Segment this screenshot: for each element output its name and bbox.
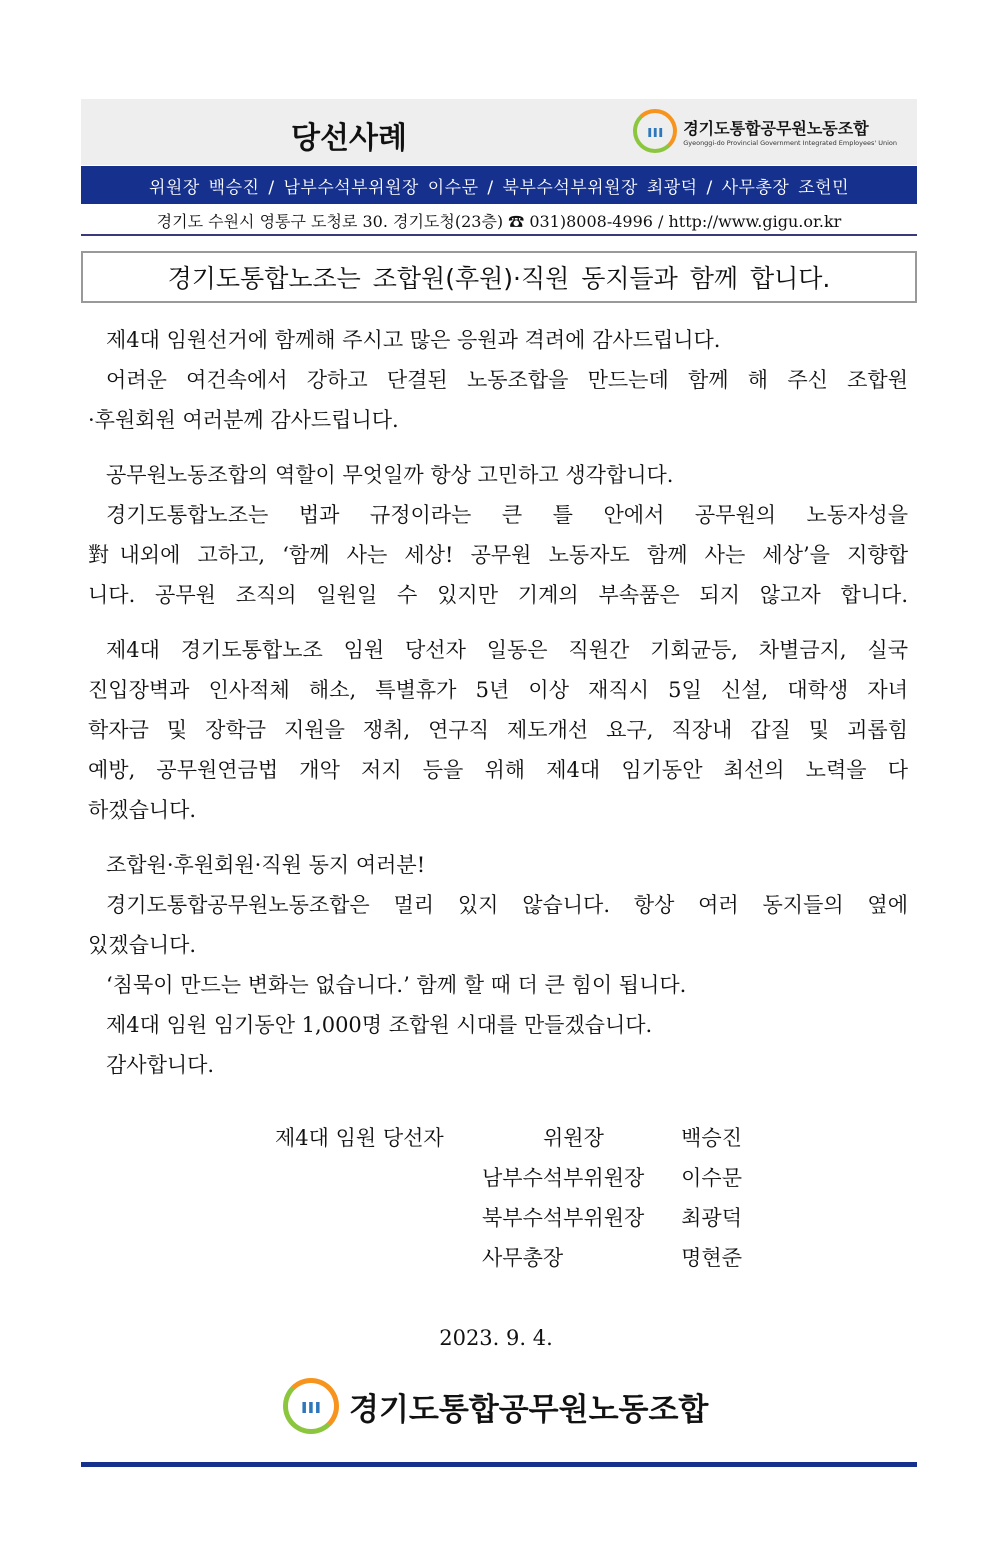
signature-name: 백승진: [681, 1126, 742, 1150]
text-line: 對내외에 고하고, ‘함께 사는 세상! 공무원 노동자도 함께 사는 세상’을 지향합: [88, 543, 908, 567]
text-line: 제4대 경기도통합노조 임원 당선자 일동은 직원간 기회균등, 차별금지, 실국: [106, 638, 908, 662]
text-line: 경기도통합노조는 법과 규정이라는 큰 틀 안에서 공무원의 노동자성을: [106, 503, 908, 527]
text-line: 감사합니다.: [106, 1053, 215, 1077]
org-name: 경기도통합공무원노동조합: [683, 118, 869, 138]
org-subtitle: Gyeonggi-do Provincial Government Integrated Employees' Union: [683, 138, 897, 147]
signature-title: 남부수석부위원장: [482, 1166, 645, 1190]
text-line: 니다. 공무원 조직의 일원일 수 있지만 기계의 부속품은 되지 않고자 합니다.: [88, 583, 908, 607]
union-logo-icon: ııı: [633, 109, 677, 153]
text-line: 예방, 공무원연금법 개악 저지 등을 위해 제4대 임기동안 최선의 노력을 다: [88, 758, 908, 782]
text-line: 하겠습니다.: [88, 798, 197, 822]
text-line: ‘침묵이 만드는 변화는 없습니다.’ 함께 할 때 더 큰 힘이 됩니다.: [106, 973, 687, 997]
bottom-rule: [81, 1462, 917, 1467]
signature-title: 사무총장: [482, 1246, 564, 1270]
signature-title: 위원장: [543, 1126, 604, 1150]
signature-block: [482, 1118, 742, 1278]
header: [81, 99, 917, 165]
headline: 경기도통합노조는 조합원(후원)·직원 동지들과 함께 합니다.: [81, 251, 917, 303]
signature-title: 북부수석부위원장: [482, 1206, 645, 1230]
footer-org-name: 경기도통합공무원노동조합: [349, 1391, 709, 1428]
text-line: 어려운 여건속에서 강하고 단결된 노동조합을 만드는데 함께 해 주신 조합원: [106, 368, 908, 392]
body-text: [88, 320, 908, 1085]
text-line: 진입장벽과 인사적체 해소, 특별휴가 5년 이상 재직시 5일 신설, 대학생 자녀: [88, 678, 908, 702]
text-line: ·후원회원 여러분께 감사드립니다.: [88, 408, 399, 432]
signature-name: 명현준: [681, 1246, 742, 1270]
text-line: 조합원·후원회원·직원 동지 여러분!: [106, 853, 426, 877]
text-line: 학자금 및 장학금 지원을 쟁취, 연구직 제도개선 요구, 직장내 갑질 및 괴롭힘: [88, 718, 908, 742]
doc-title: 당선사례: [291, 121, 407, 156]
date: 2023. 9. 4.: [439, 1326, 553, 1350]
signature-name: 이수문: [681, 1166, 742, 1190]
text-line: 공무원노동조합의 역할이 무엇일까 항상 고민하고 생각합니다.: [106, 463, 674, 487]
address-line: 경기도 수원시 영통구 도청로 30. 경기도청(23층) ☎ 031)8008-4996 / http://www.gigu.or.kr: [81, 206, 917, 236]
union-logo-icon: ııı: [283, 1378, 339, 1434]
text-line: 제4대 임원선거에 함께해 주시고 많은 응원과 격려에 감사드립니다.: [106, 328, 721, 352]
footer-logo: [283, 1378, 708, 1434]
signature-name: 최광덕: [681, 1206, 742, 1230]
text-line: 경기도통합공무원노동조합은 멀리 있지 않습니다. 항상 여러 동지들의 옆에: [106, 893, 908, 917]
union-logo: [633, 109, 897, 153]
text-line: 제4대 임원 임기동안 1,000명 조합원 시대를 만들겠습니다.: [106, 1013, 653, 1037]
signature-prefix: 제4대 임원 당선자: [275, 1126, 444, 1150]
text-line: 있겠습니다.: [88, 933, 197, 957]
officers-bar: 위원장 백승진 / 남부수석부위원장 이수문 / 북부수석부위원장 최광덕 / 사무총장 조헌민: [81, 166, 917, 204]
